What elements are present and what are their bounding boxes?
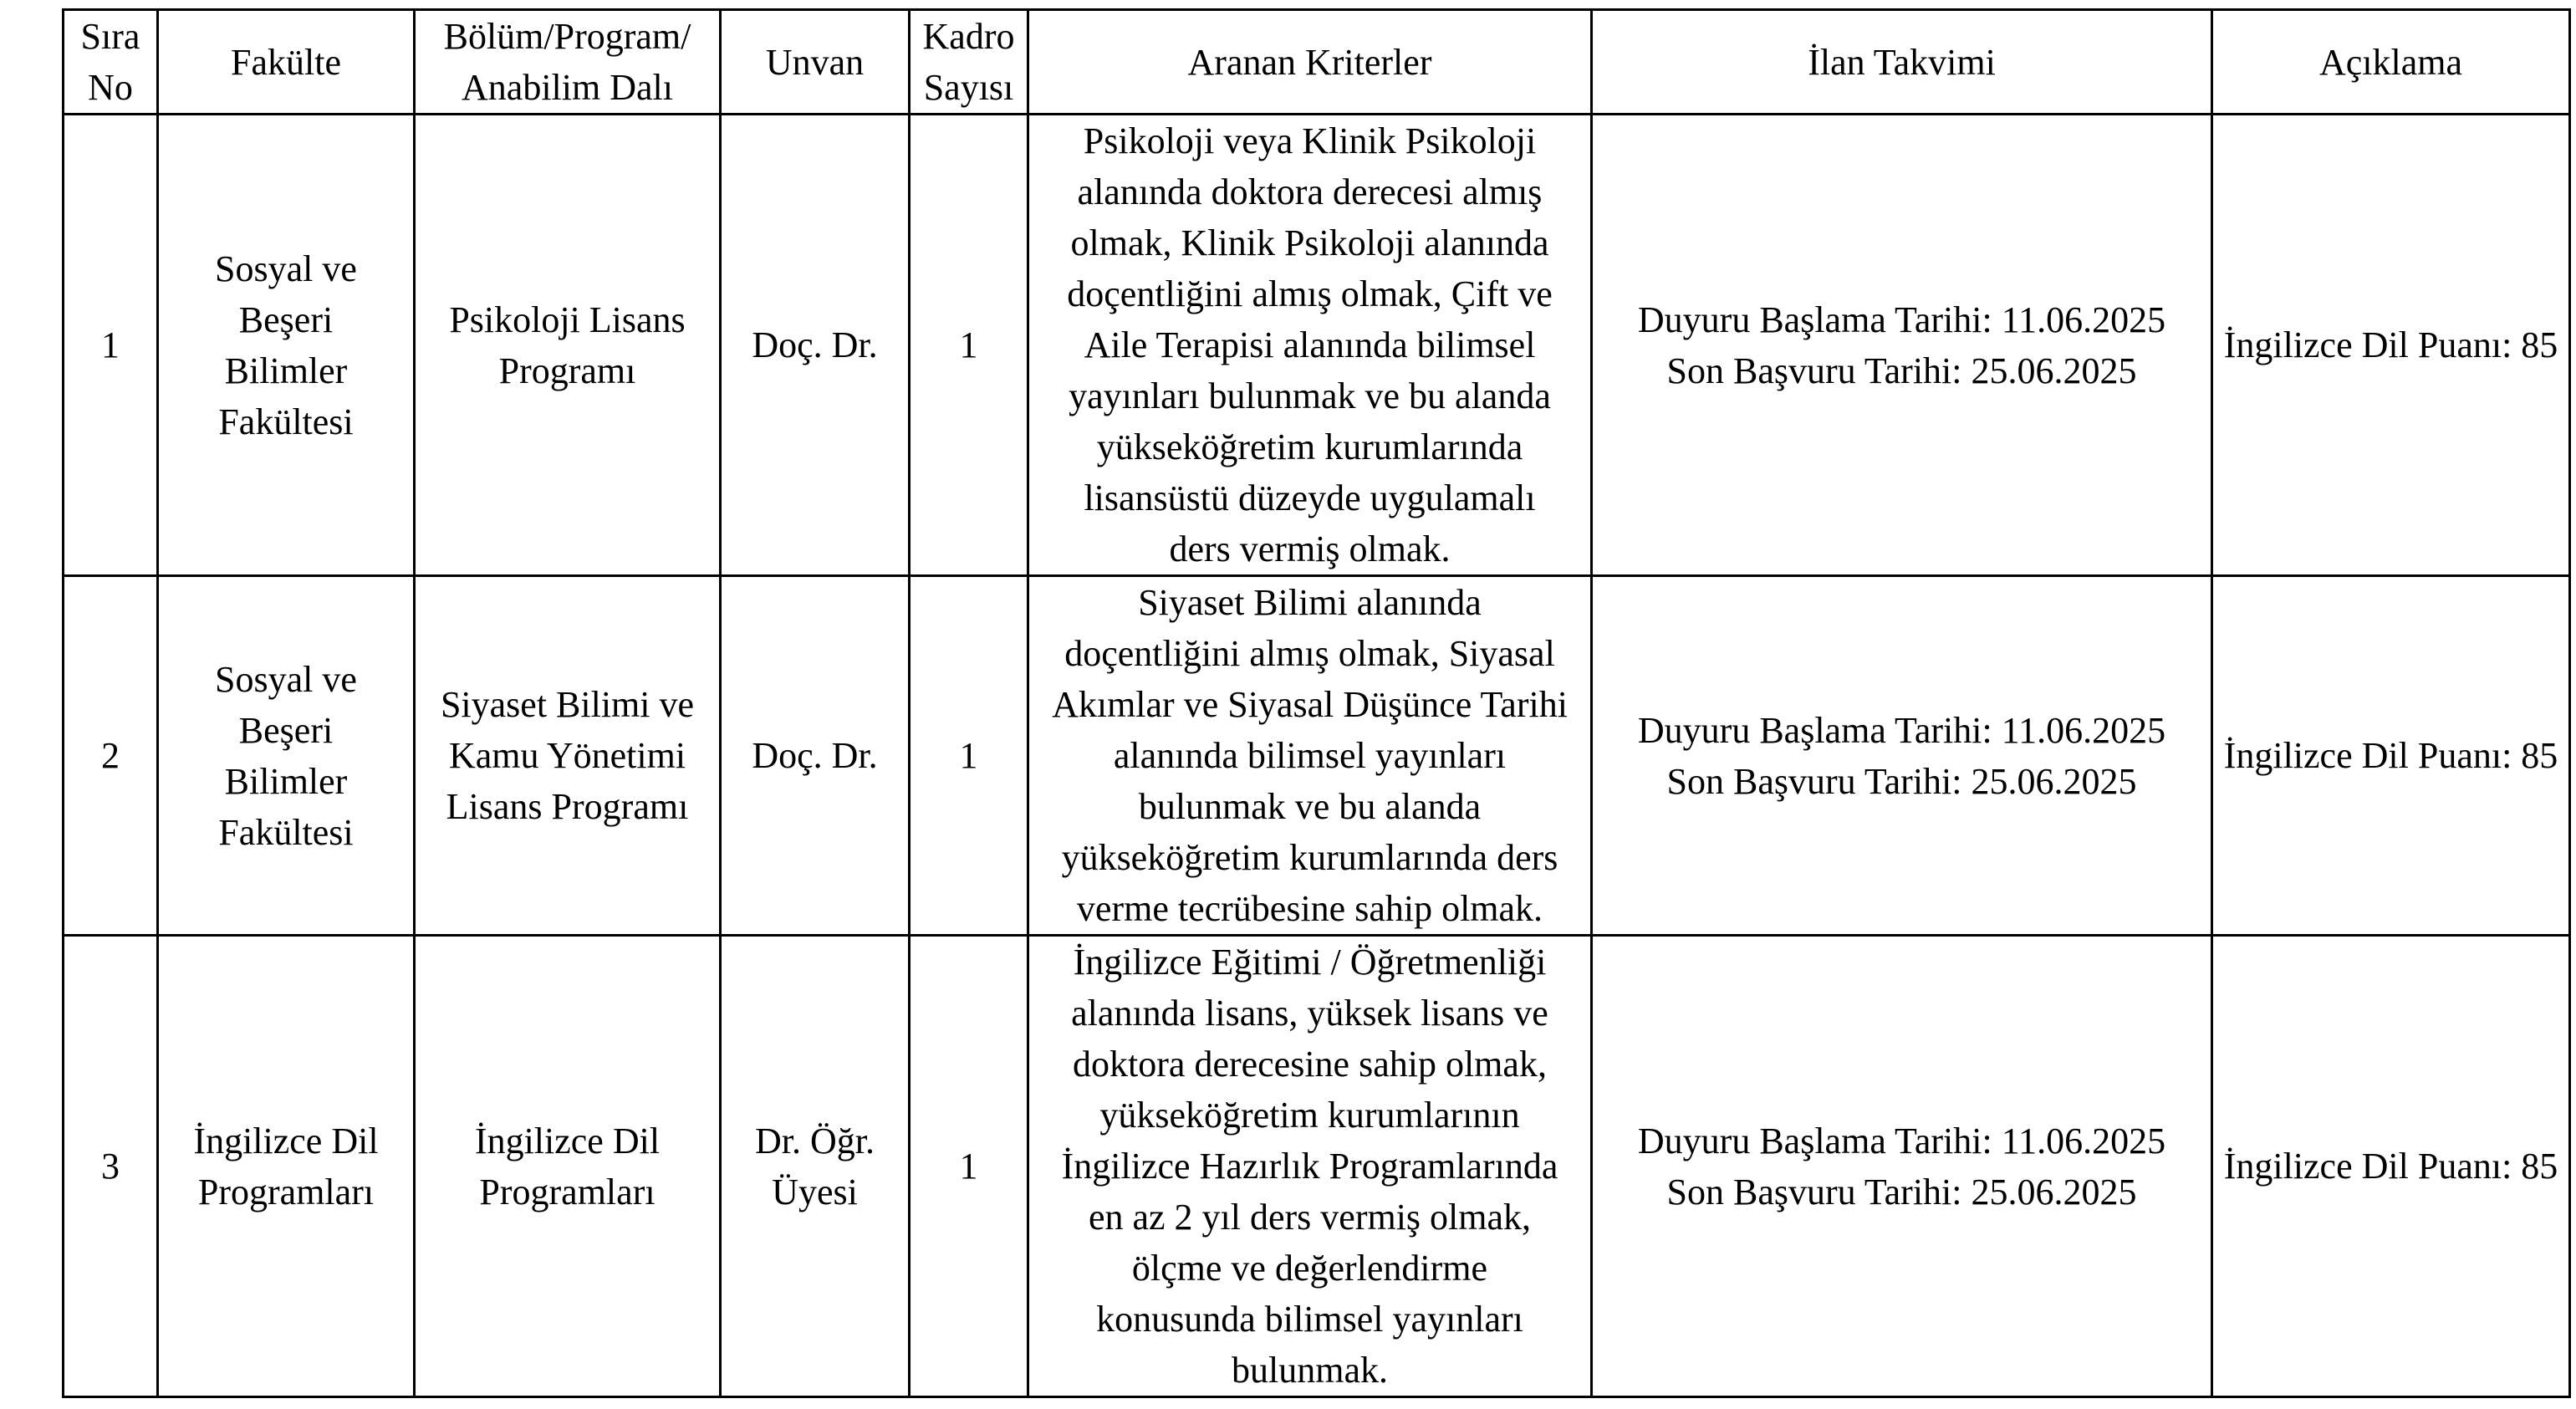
row-department: Psikoloji Lisans Programı: [415, 115, 721, 576]
job-listing-table: [62, 8, 2571, 1398]
row-count: 1: [910, 576, 1028, 936]
row-calendar: Duyuru Başlama Tarihi: 11.06.2025 Son Başvuru Tarihi: 25.06.2025: [1592, 576, 2212, 936]
row-calendar: Duyuru Başlama Tarihi: 11.06.2025 Son Başvuru Tarihi: 25.06.2025: [1592, 936, 2212, 1397]
table-header-row: [64, 10, 2570, 115]
header-unvan: Unvan: [721, 10, 910, 115]
header-kadro-sayisi: Kadro Sayısı: [910, 10, 1028, 115]
row-no: 2: [64, 576, 158, 936]
header-aciklama: Açıklama: [2212, 10, 2570, 115]
header-sira-no: Sıra No: [64, 10, 158, 115]
row-criteria: Siyaset Bilimi alanında doçentliğini almış olmak, Siyasal Akımlar ve Siyasal Düşünce Tarihi alanında bilimsel yayınları bulunmak ve bu alanda yükseköğretim kurumlarında ders verme tecrübesine sahip olmak.: [1028, 576, 1592, 936]
row-faculty: Sosyal ve Beşeri Bilimler Fakültesi: [158, 576, 415, 936]
header-fakulte: Fakülte: [158, 10, 415, 115]
row-criteria: Psikoloji veya Klinik Psikoloji alanında doktora derecesi almış olmak, Klinik Psikoloji alanında doçentliğini almış olmak, Çift ve Aile Terapisi alanında bilimsel yayınları bulunmak ve bu alanda yükseköğretim kurumlarında lisansüstü düzeyde uygulamalı ders vermiş olmak.: [1028, 115, 1592, 576]
row-calendar: Duyuru Başlama Tarihi: 11.06.2025 Son Başvuru Tarihi: 25.06.2025: [1592, 115, 2212, 576]
row-faculty: İngilizce Dil Programları: [158, 936, 415, 1397]
row-title: Doç. Dr.: [721, 115, 910, 576]
row-count: 1: [910, 115, 1028, 576]
row-title: Doç. Dr.: [721, 576, 910, 936]
row-no: 1: [64, 115, 158, 576]
row-note: İngilizce Dil Puanı: 85: [2212, 576, 2570, 936]
header-bolum: Bölüm/Program/ Anabilim Dalı: [415, 10, 721, 115]
row-faculty: Sosyal ve Beşeri Bilimler Fakültesi: [158, 115, 415, 576]
row-note: İngilizce Dil Puanı: 85: [2212, 936, 2570, 1397]
row-criteria: İngilizce Eğitimi / Öğretmenliği alanında lisans, yüksek lisans ve doktora derecesine sahip olmak, yükseköğretim kurumlarının İngilizce Hazırlık Programlarında en az 2 yıl ders vermiş olmak, ölçme ve değerlendirme konusunda bilimsel yayınları bulunmak.: [1028, 936, 1592, 1397]
header-ilan-takvimi: İlan Takvimi: [1592, 10, 2212, 115]
row-title: Dr. Öğr. Üyesi: [721, 936, 910, 1397]
table-row: [64, 115, 2570, 576]
row-department: Siyaset Bilimi ve Kamu Yönetimi Lisans Programı: [415, 576, 721, 936]
row-department: İngilizce Dil Programları: [415, 936, 721, 1397]
row-no: 3: [64, 936, 158, 1397]
row-note: İngilizce Dil Puanı: 85: [2212, 115, 2570, 576]
header-aranan-kriterler: Aranan Kriterler: [1028, 10, 1592, 115]
table-row: [64, 576, 2570, 936]
row-count: 1: [910, 936, 1028, 1397]
table-row: [64, 936, 2570, 1397]
